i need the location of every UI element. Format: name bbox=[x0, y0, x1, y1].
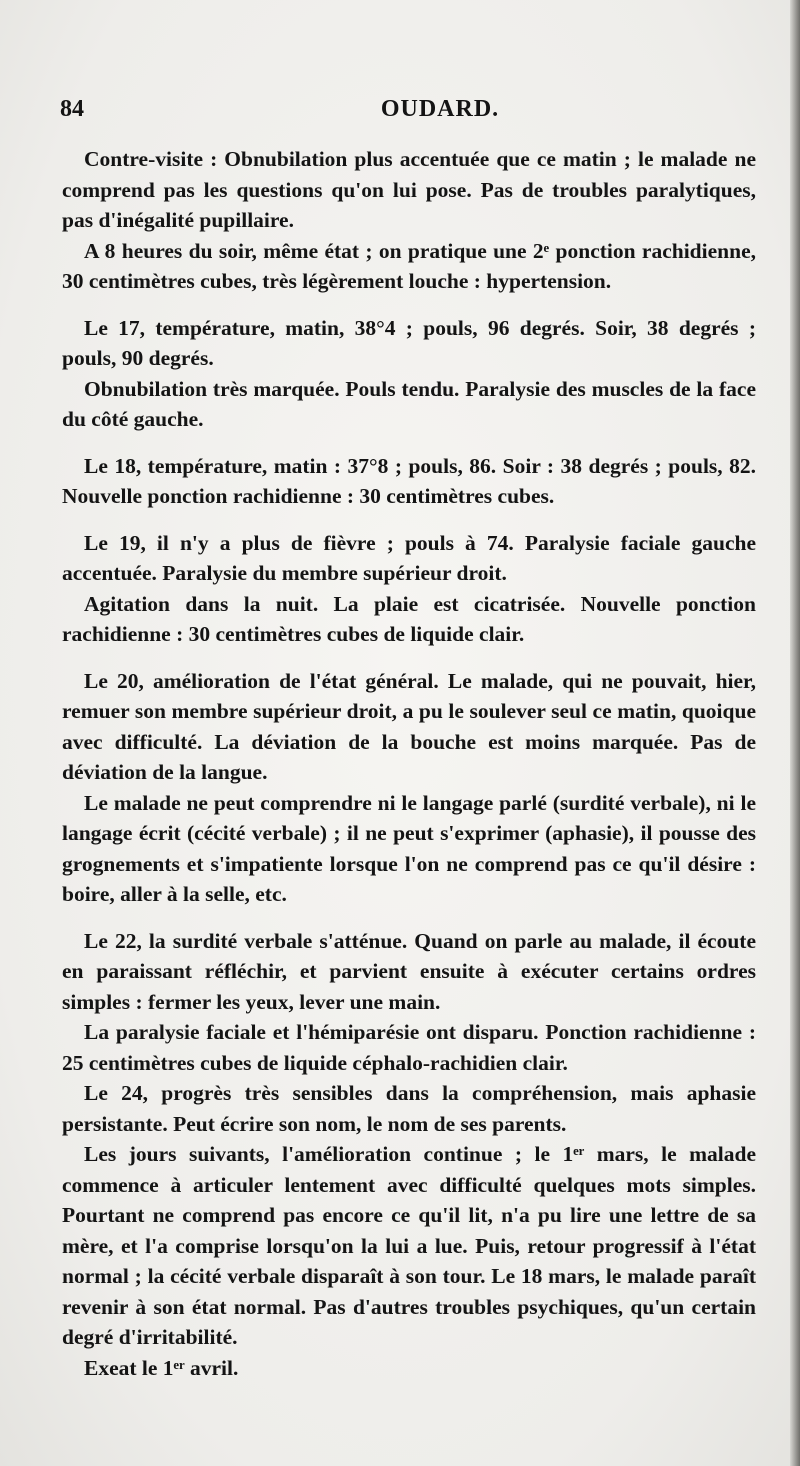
paragraph-11: La paralysie faciale et l'hémiparésie ont disparu. Ponction rachidienne : 25 centimètres cubes de liquide céphalo-rachidien clair. bbox=[62, 1020, 756, 1075]
paragraph-8: Le 20, amélioration de l'état général. Le malade, qui ne pouvait, hier, remuer son membre supérieur droit, a pu le soulever seul ce matin, quoique avec difficulté. La déviation de la bouche est moins marquée. Pas de déviation de la langue. bbox=[62, 668, 756, 784]
page-header bbox=[60, 96, 760, 130]
paragraph-7: Agitation dans la nuit. La plaie est cicatrisée. Nouvelle ponction rachidienne : 30 centimètres cubes de liquide clair. bbox=[62, 591, 756, 646]
page-edge-shadow bbox=[790, 0, 800, 1466]
running-head: OUDARD. bbox=[380, 96, 500, 122]
paragraph-6: Le 19, il n'y a plus de fièvre ; pouls à 74. Paralysie faciale gauche accentuée. Paralysie du membre supérieur droit. bbox=[62, 530, 756, 585]
closing-line: Exeat le 1ᵉʳ avril. bbox=[84, 1355, 239, 1380]
paragraph-1: Contre-visite : Obnubilation plus accentuée que ce matin ; le malade ne comprend pas les questions qu'on lui pose. Pas de troubles paralytiques, pas d'inégalité pupillaire. bbox=[62, 147, 756, 232]
paragraph-2: A 8 heures du soir, même état ; on pratique une 2ᵉ ponction rachidienne, 30 centimètres cubes, très légèrement louche : hypertension. bbox=[62, 238, 756, 293]
body-text bbox=[62, 144, 756, 1383]
paragraph-13: Les jours suivants, l'amélioration continue ; le 1ᵉʳ mars, le malade commence à articuler lentement avec difficulté quelques mots simples. Pourtant ne comprend pas encore ce qu'il lit, n'a pu lire une lettre de sa mère, et l'a comprise lorsqu'on la lui a lue. Puis, retour progressif à l'état normal ; la cécité verbale disparaît à son tour. Le 18 mars, le malade paraît revenir à son état normal. Pas d'autres troubles psychiques, qu'un certain degré d'irritabilité. bbox=[62, 1142, 756, 1349]
paragraph-3: Le 17, température, matin, 38°4 ; pouls, 96 degrés. Soir, 38 degrés ; pouls, 90 degrés. bbox=[62, 315, 756, 370]
paragraph-9: Le malade ne peut comprendre ni le langage parlé (surdité verbale), ni le langage écrit (cécité verbale) ; il ne peut s'exprimer (aphasie), il pousse des grognements et s'impatiente lorsque l'on ne comprend pas ce qu'il désire : boire, aller à la selle, etc. bbox=[62, 790, 756, 906]
paragraph-10: Le 22, la surdité verbale s'atténue. Quand on parle au malade, il écoute en paraissant réfléchir, et parvient ensuite à exécuter certains ordres simples : fermer les yeux, lever une main. bbox=[62, 928, 756, 1014]
paragraph-4: Obnubilation très marquée. Pouls tendu. Paralysie des muscles de la face du côté gauche. bbox=[62, 376, 756, 431]
paragraph-5: Le 18, température, matin : 37°8 ; pouls, 86. Soir : 38 degrés ; pouls, 82. Nouvelle ponction rachidienne : 30 centimètres cubes. bbox=[62, 453, 756, 508]
page-number: 84 bbox=[60, 96, 84, 122]
paragraph-12: Le 24, progrès très sensibles dans la compréhension, mais aphasie persistante. Peut écrire son nom, le nom de ses parents. bbox=[62, 1081, 756, 1136]
